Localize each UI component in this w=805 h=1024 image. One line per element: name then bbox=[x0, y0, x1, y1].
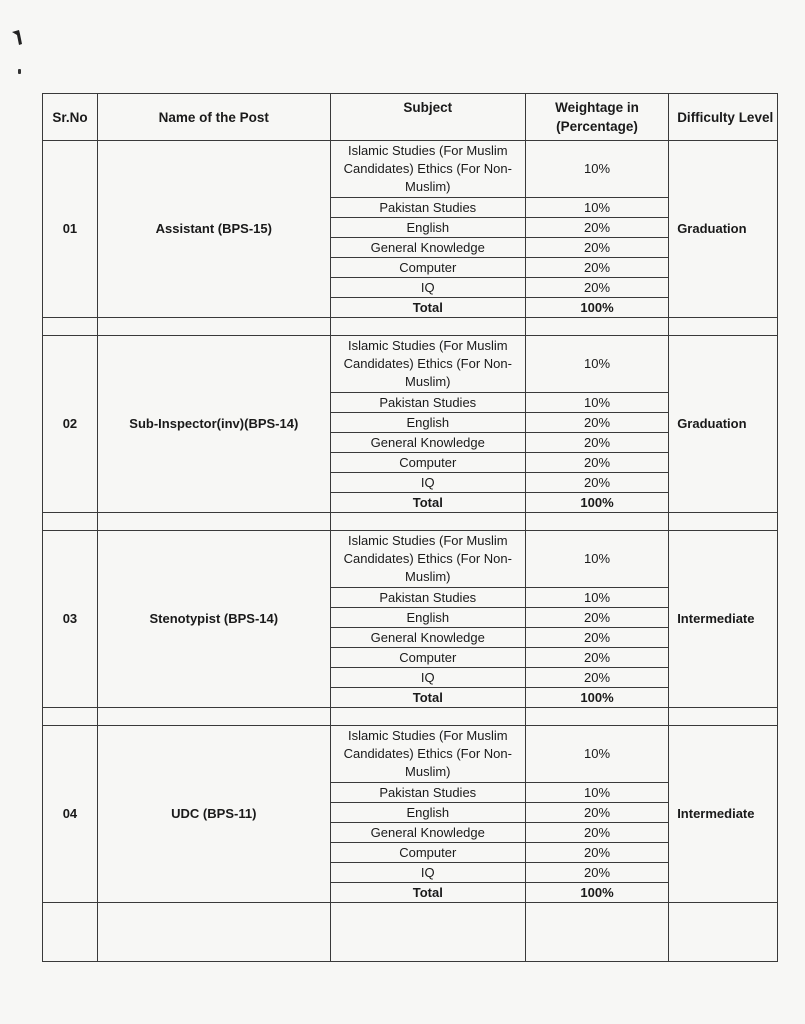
header-difficulty: Difficulty Level bbox=[669, 94, 778, 141]
weightage-cell: 20% bbox=[525, 608, 668, 628]
header-subject: Subject bbox=[330, 94, 525, 141]
weightage-cell: 20% bbox=[525, 648, 668, 668]
subject-cell: IQ bbox=[330, 473, 525, 493]
weightage-cell: 20% bbox=[525, 473, 668, 493]
weightage-cell: 10% bbox=[525, 588, 668, 608]
weightage-cell: 20% bbox=[525, 433, 668, 453]
weightage-cell: 20% bbox=[525, 823, 668, 843]
subject-cell: Islamic Studies (For Muslim Candidates) Ethics (For Non-Muslim) bbox=[330, 336, 525, 393]
difficulty-level-cell: Graduation bbox=[669, 141, 778, 318]
subject-row bbox=[43, 141, 778, 198]
spacer-row bbox=[43, 318, 778, 336]
subject-cell: Total bbox=[330, 688, 525, 708]
weightage-cell: 20% bbox=[525, 863, 668, 883]
subject-cell: Pakistan Studies bbox=[330, 198, 525, 218]
subject-cell: Pakistan Studies bbox=[330, 588, 525, 608]
empty-cell bbox=[525, 513, 668, 531]
subject-row bbox=[43, 531, 778, 588]
subject-cell: English bbox=[330, 413, 525, 433]
empty-cell bbox=[43, 708, 98, 726]
header-row bbox=[43, 94, 778, 141]
sr-no-cell: 02 bbox=[43, 336, 98, 513]
difficulty-level-cell: Intermediate bbox=[669, 531, 778, 708]
empty-cell bbox=[330, 318, 525, 336]
weightage-cell: 20% bbox=[525, 218, 668, 238]
subject-cell: General Knowledge bbox=[330, 823, 525, 843]
weightage-cell: 10% bbox=[525, 336, 668, 393]
subject-cell: IQ bbox=[330, 278, 525, 298]
subject-cell: IQ bbox=[330, 863, 525, 883]
subject-cell: Total bbox=[330, 493, 525, 513]
weightage-cell: 20% bbox=[525, 668, 668, 688]
subject-cell: English bbox=[330, 803, 525, 823]
spacer-row bbox=[43, 903, 778, 962]
subject-cell: General Knowledge bbox=[330, 433, 525, 453]
empty-cell bbox=[97, 708, 330, 726]
subject-cell: Computer bbox=[330, 453, 525, 473]
subject-cell: Islamic Studies (For Muslim Candidates) Ethics (For Non-Muslim) bbox=[330, 141, 525, 198]
weightage-cell: 100% bbox=[525, 493, 668, 513]
subject-cell: IQ bbox=[330, 668, 525, 688]
subject-cell: General Knowledge bbox=[330, 628, 525, 648]
difficulty-level-cell: Graduation bbox=[669, 336, 778, 513]
sr-no-cell: 03 bbox=[43, 531, 98, 708]
header-srno: Sr.No bbox=[43, 94, 98, 141]
subject-cell: Computer bbox=[330, 648, 525, 668]
difficulty-level-cell: Intermediate bbox=[669, 726, 778, 903]
empty-cell bbox=[669, 318, 778, 336]
weightage-cell: 20% bbox=[525, 628, 668, 648]
subject-cell: Pakistan Studies bbox=[330, 393, 525, 413]
weightage-cell: 20% bbox=[525, 258, 668, 278]
weightage-cell: 20% bbox=[525, 803, 668, 823]
subject-cell: General Knowledge bbox=[330, 238, 525, 258]
header-weightage: Weightage in (Percentage) bbox=[525, 94, 668, 141]
weightage-cell: 100% bbox=[525, 688, 668, 708]
empty-cell bbox=[669, 513, 778, 531]
empty-cell bbox=[43, 513, 98, 531]
scan-dot bbox=[18, 69, 21, 74]
spacer-row bbox=[43, 513, 778, 531]
empty-cell bbox=[97, 318, 330, 336]
empty-cell bbox=[525, 318, 668, 336]
post-name-cell: Sub-Inspector(inv)(BPS-14) bbox=[97, 336, 330, 513]
post-name-cell: Stenotypist (BPS-14) bbox=[97, 531, 330, 708]
sr-no-cell: 04 bbox=[43, 726, 98, 903]
subject-cell: Total bbox=[330, 298, 525, 318]
empty-cell bbox=[97, 903, 330, 962]
empty-cell bbox=[330, 903, 525, 962]
weightage-cell: 20% bbox=[525, 413, 668, 433]
subject-cell: Computer bbox=[330, 258, 525, 278]
subject-cell: Computer bbox=[330, 843, 525, 863]
empty-cell bbox=[330, 513, 525, 531]
weightage-cell: 10% bbox=[525, 531, 668, 588]
scan-mark bbox=[12, 28, 24, 46]
weightage-cell: 20% bbox=[525, 278, 668, 298]
header-post: Name of the Post bbox=[97, 94, 330, 141]
weightage-cell: 20% bbox=[525, 238, 668, 258]
empty-cell bbox=[669, 903, 778, 962]
subject-row bbox=[43, 726, 778, 783]
subject-cell: Total bbox=[330, 883, 525, 903]
spacer-row bbox=[43, 708, 778, 726]
empty-cell bbox=[525, 903, 668, 962]
empty-cell bbox=[330, 708, 525, 726]
weightage-cell: 10% bbox=[525, 393, 668, 413]
empty-cell bbox=[43, 903, 98, 962]
subject-cell: Islamic Studies (For Muslim Candidates) Ethics (For Non-Muslim) bbox=[330, 726, 525, 783]
weightage-cell: 10% bbox=[525, 141, 668, 198]
weightage-cell: 100% bbox=[525, 298, 668, 318]
subject-cell: English bbox=[330, 218, 525, 238]
weightage-cell: 10% bbox=[525, 783, 668, 803]
subject-cell: Islamic Studies (For Muslim Candidates) Ethics (For Non-Muslim) bbox=[330, 531, 525, 588]
weightage-cell: 20% bbox=[525, 453, 668, 473]
post-name-cell: Assistant (BPS-15) bbox=[97, 141, 330, 318]
weightage-cell: 10% bbox=[525, 198, 668, 218]
subject-row bbox=[43, 336, 778, 393]
weightage-cell: 10% bbox=[525, 726, 668, 783]
subject-cell: Pakistan Studies bbox=[330, 783, 525, 803]
empty-cell bbox=[43, 318, 98, 336]
empty-cell bbox=[97, 513, 330, 531]
weightage-table bbox=[42, 93, 778, 962]
weightage-cell: 20% bbox=[525, 843, 668, 863]
sr-no-cell: 01 bbox=[43, 141, 98, 318]
post-name-cell: UDC (BPS-11) bbox=[97, 726, 330, 903]
weightage-table-container bbox=[42, 93, 778, 962]
weightage-cell: 100% bbox=[525, 883, 668, 903]
subject-cell: English bbox=[330, 608, 525, 628]
empty-cell bbox=[525, 708, 668, 726]
empty-cell bbox=[669, 708, 778, 726]
